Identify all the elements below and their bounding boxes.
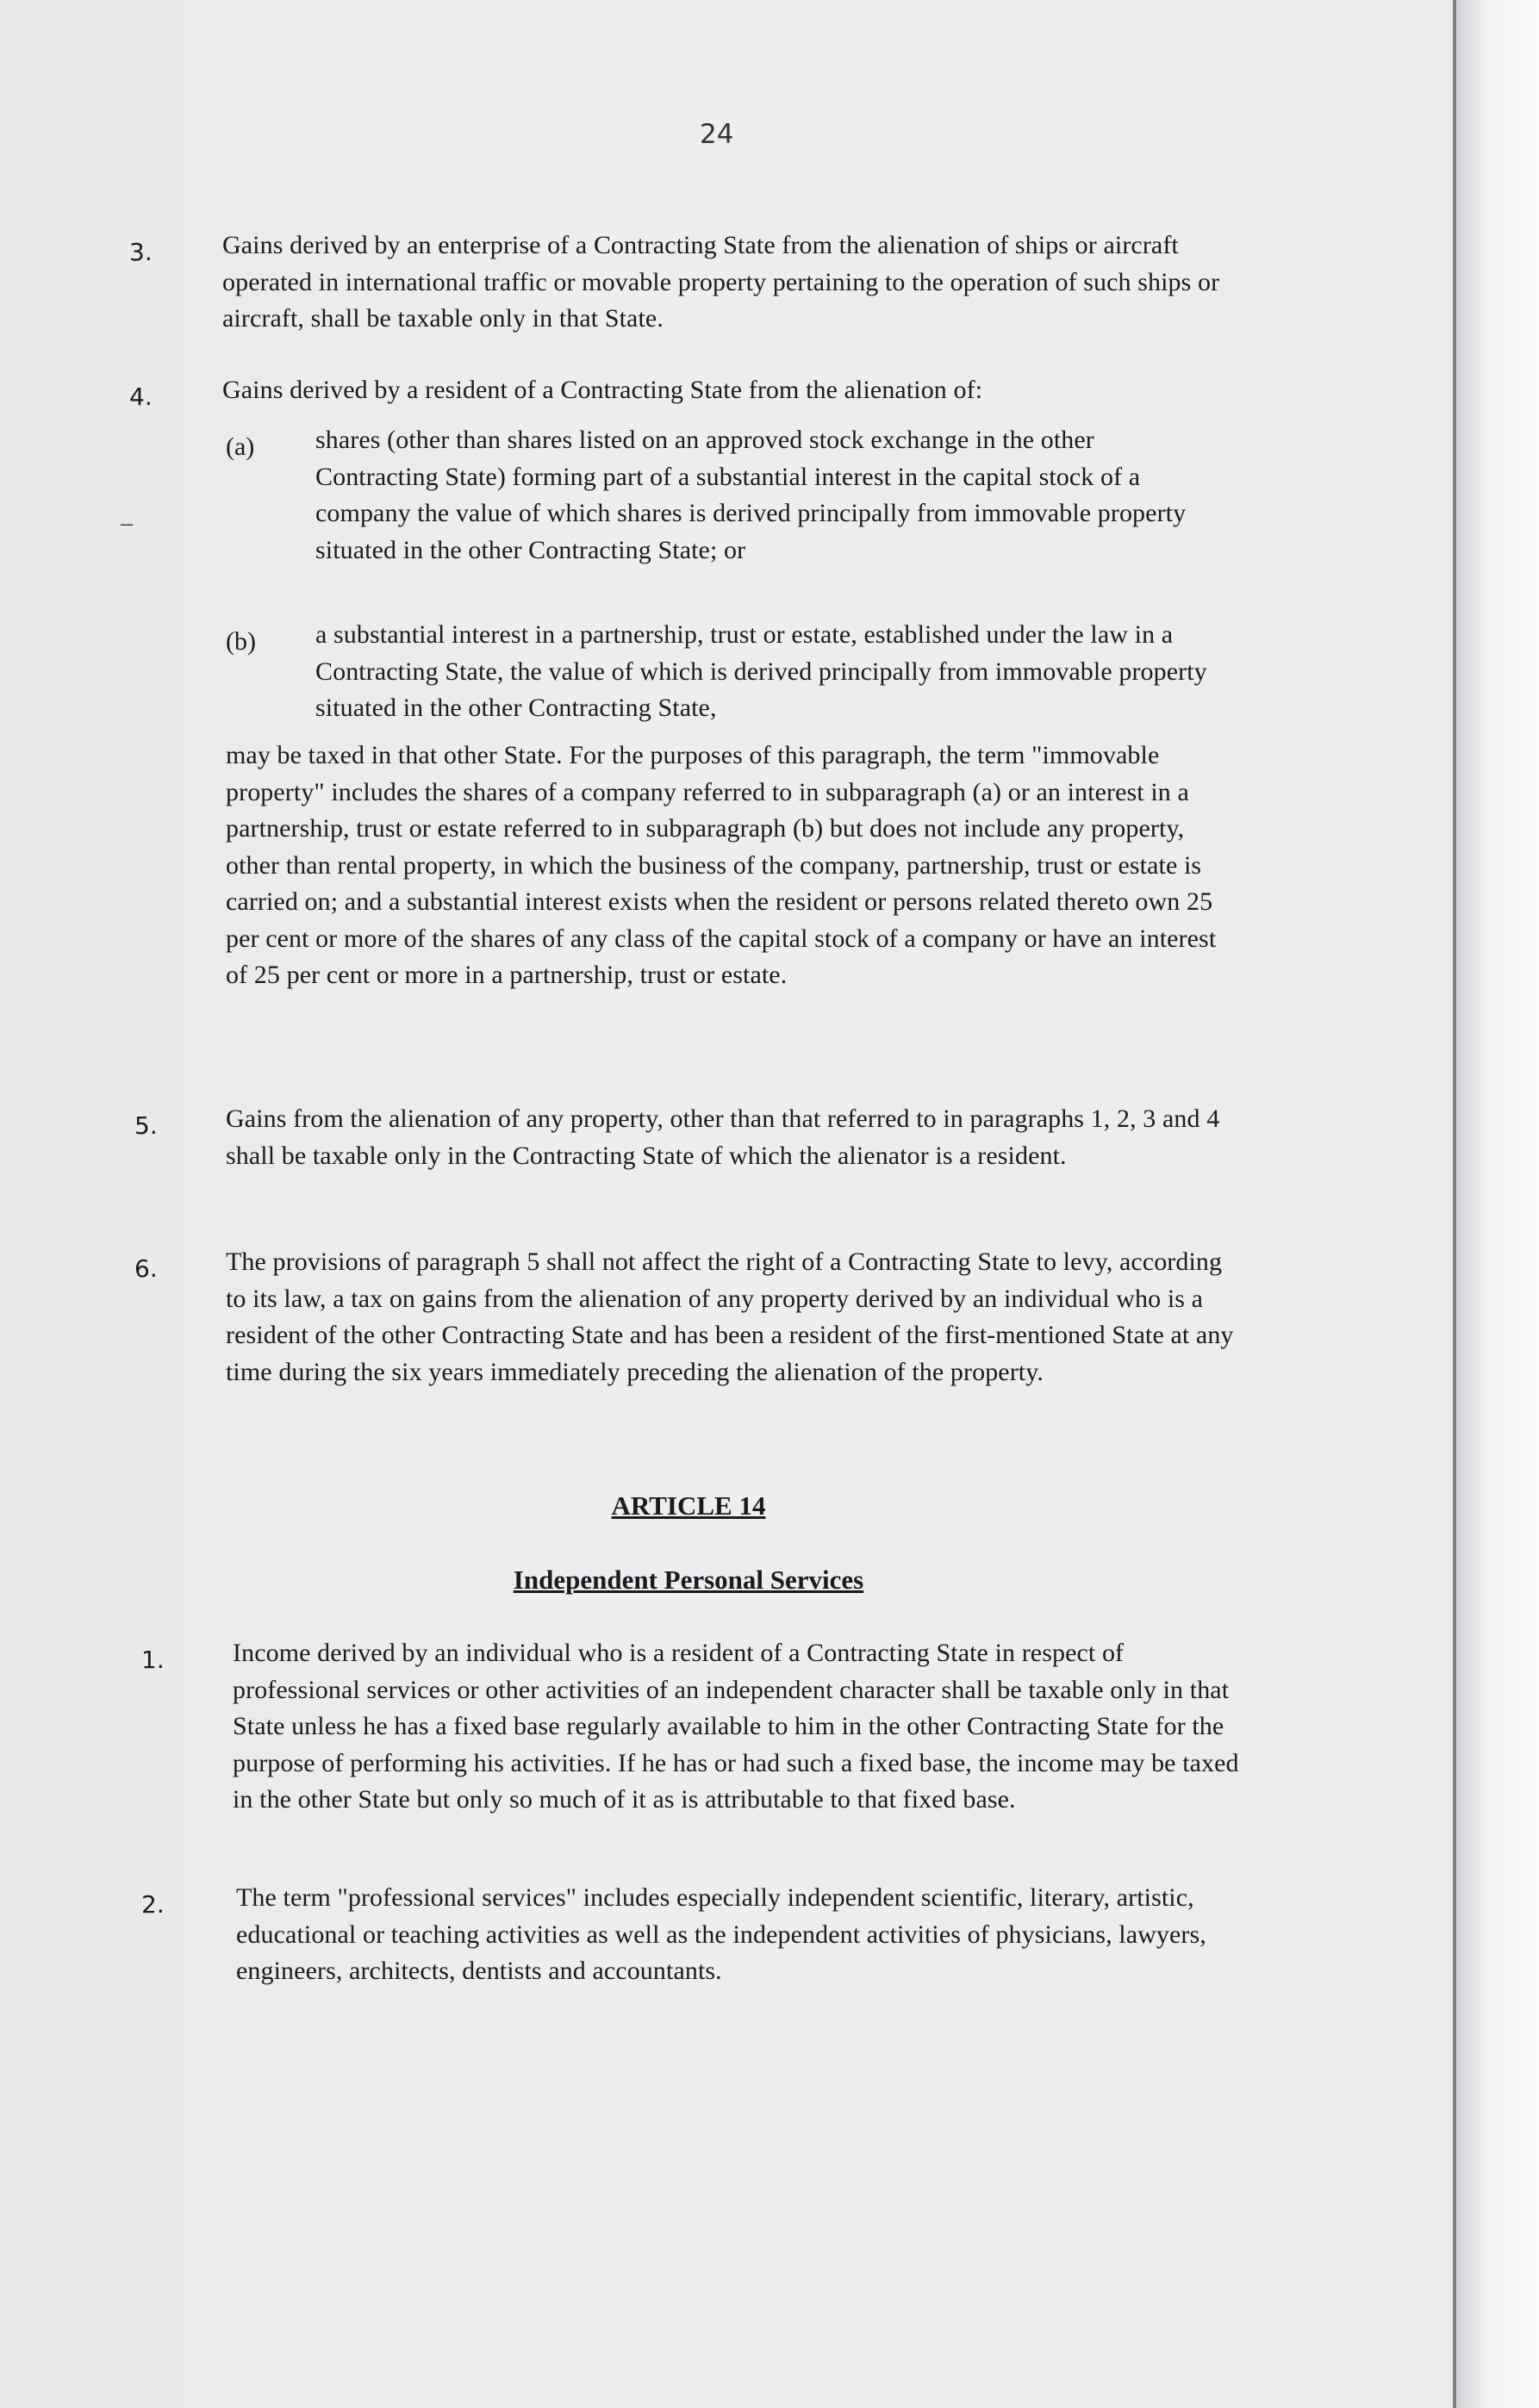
subpara-a-text: shares (other than shares listed on an approved stock exchange in the other Contracting State) forming part of a substantial interest in the capital stock of a company the value of which shares is derived principally from immovable property situated in the other Contracting State; or [315,426,1187,564]
article-heading: ARTICLE 14 [611,1490,766,1521]
para-3-text: Gains derived by an enterprise of a Contracting State from the alienation of ships or aircraft operated in international traffic or movable property pertaining to the operation of such ships or aircraft, shall be taxable only in that State. [222,231,1220,333]
article-para-1-text: Income derived by an individual who is a resident of a Contracting State in respect of professional services or other activities of an independent character shall be taxable only in that State unless he has a fixed base regularly available to him in the other Contracting State for the purpose of performing his activities. If he has or had such a fixed base, the income may be taxed in the other State but only so much of it as is attributable to that fixed base. [233,1639,1239,1814]
para-4-continuation: may be taxed in that other State. For the purposes of this paragraph, the term "immovable property" includes the shares of a company referred to in subparagraph (a) or an interest in a partnership, trust or estate referred to in subparagraph (b) but does not include any property, other than rental property, in which the business of the company, partnership, trust or estate is carried on; and a substantial interest exists when the resident or persons related thereto own 25 per cent or more of the shares of any class of the capital stock of a company or have an interest of 25 per cent or more in a partnership, trust or estate. [226,741,1217,989]
article-para-2-text: The term "professional services" includes especially independent scientific, literary, artistic, educational or teaching activities as well as the independent activities of physicians, lawyers, engineers, architects, dentists and accountants. [236,1883,1206,1985]
para-4-intro: Gains derived by a resident of a Contracting State from the alienation of: [222,376,983,404]
page-number: 24 [700,119,734,150]
subpara-b-text: a substantial interest in a partnership, trust or estate, established under the law in a Contracting State, the value of which is derived principally from immovable property situated in the other Contracting State, [315,620,1207,722]
subpara-b-label: (b) [226,627,256,656]
para-3-number: 3. [129,238,153,266]
para-4-number: 4. [129,383,153,411]
para-5-text: Gains from the alienation of any property, other than that referred to in paragraphs 1, 2, 3 and 4 shall be taxable only in the Contracting State of which the alienator is a resident. [226,1104,1220,1170]
para-5-number: 5. [134,1111,158,1140]
article-para-2-number: 2. [141,1890,165,1919]
subpara-a-label: (a) [226,432,255,461]
scan-margin [1456,0,1539,2408]
para-6-number: 6. [134,1254,158,1283]
margin-mark: – [121,510,133,537]
para-6-text: The provisions of paragraph 5 shall not affect the right of a Contracting State to levy, according to its law, a tax on gains from the alienation of any property derived by an individual who is a resident of the other Contracting State and has been a resident of the first-mentioned State at any time during the six years immediately preceding the alienation of the property. [226,1248,1234,1386]
article-subheading: Independent Personal Services [513,1565,864,1595]
article-para-1-number: 1. [141,1646,165,1674]
